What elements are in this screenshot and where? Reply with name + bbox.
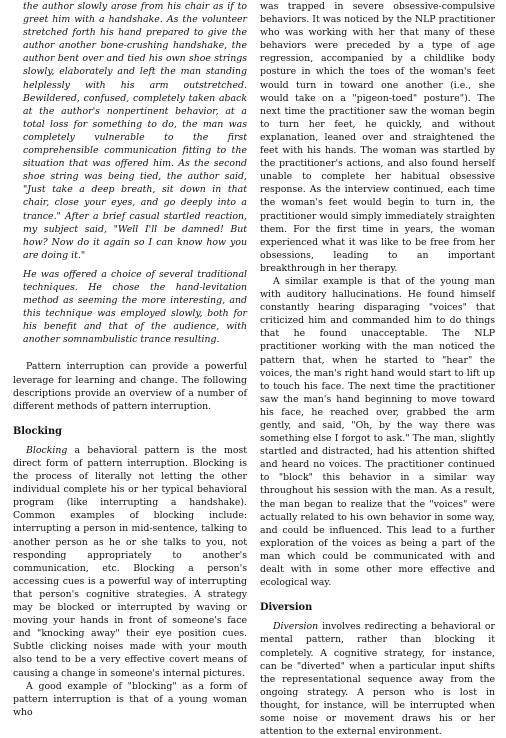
- blocking-paragraph: [13, 444, 247, 680]
- right-column: [260, 0, 495, 738]
- intro-paragraph: Pattern interruption can provide a powerful leverage for learning and change. The following descriptions provide an overview of a number of different methods of pattern interruption.: [13, 361, 247, 412]
- diversion-lead-term: Diversion: [273, 621, 319, 633]
- continued-paragraph: was trapped in severe obsessive-compulsive behaviors. It was noticed by the NLP practitioner who was working with her that many of these behaviors were preceded by a type of age regression, accompanied by a childlike body posture in which the toes of the woman's feet would turn in toward one another (i.e., she would take on a "pigeon-toed" posture"). The next time the practitioner saw the woman begin to turn her feet, he quickly, and without explanation, leaned over and straightened the feet with his hands. The woman was startled by the practitioner's actions, and also found herself unable to complete her habitual obsessive response. As the interview continued, each time the woman's feet would begin to turn in, the practitioner would simply immediately straighten them. For the first time in years, the woman experienced what it was like to be free from her obsessions, leading to an important breakthrough in her therapy.: [260, 1, 495, 274]
- quote-paragraph: the author slowly arose from his chair as if to greet him with a handshake. As the volunteer stretched forth his hand prepared to give the author another bone-crushing handshake, the author bent over and tied his own shoe strings slowly, elaborately and left the man standing helplessly with his arm outstretched. Bewildered, confused, completely taken aback at the author's nonpertinent behavior, at a total loss for something to do, the man was completely vulnerable to the first comprehensible communication fitting to the situation that was offered him. As the second shoe string was being tied, the author said, "Just take a deep breath, sit down in that chair, close your eyes, and go deeply into a trance." After a brief casual startled reaction, my subject said, "Well I'll be damned! But how? Now do it again so I can know how you are doing it.": [23, 1, 247, 261]
- quote-paragraph: He was offered a choice of several traditional techniques. He chose the hand-levitation method as seeming the more interesting, and this technique was employed slowly, both for his benefit and that of the audience, with another somnambulistic trance resulting.: [23, 268, 247, 346]
- section-heading-diversion: Diversion: [260, 602, 313, 614]
- section-heading-blocking: Blocking: [13, 425, 62, 437]
- left-column: [13, 0, 247, 719]
- blocking-paragraph-text: a behavioral pattern is the most direct form of pattern interruption. Blocking is the process of literally not letting the other individual complete his or her typical behavioral program (like interrupting a handshake). Common examples of blocking include: interrupting a person in mid-sentence, talking to another person as he or she talks to you, not responding appropriately to another's communication, etc. Blocking a person's accessing cues is a powerful way of interrupting that person's cognitive strategies. A strategy may be blocked or interrupted by waving or moving your hands in front of someone's face and "knocking away" their eye position cues. Subtle clicking noises made with your mouth also tend to be a very effective covert means of causing a change in someone's internal pictures.: [13, 444, 247, 679]
- quoted-passage: [23, 0, 247, 346]
- example-paragraph-start: A good example of "blocking" as a form of pattern interruption is that of a young woman who: [13, 680, 247, 718]
- blocking-lead-term: Blocking: [26, 444, 68, 456]
- left-body-text: [13, 360, 247, 718]
- auditory-example-paragraph: A similar example is that of the young man with auditory hallucinations. He found himself constantly hearing disparaging "voices" that criticized him and commanded him to do things that he found unacceptable. The NLP practitioner working with the man noticed the pattern that, when he started to "hear" the voices, the man's right hand would start to lift up to touch his face. The next time the practitioner saw the man's hand beginning to move toward his face, he reached over, grabbed the arm gently, and said, "Oh, by the way there was something else I forgot to ask." The man, slightly startled and distracted, had his attention shifted and heard no voices. The practitioner continued to "block" this behavior in a similar way throughout his session with the man. As a result, the man began to realize that the "voices" were actually related to his own behavior in some way, and could be influenced. This lead to a further exploration of the voices as being a part of the man which could be communicated with and dealt with in some other more effective and ecological way.: [260, 275, 495, 589]
- diversion-paragraph-text: involves redirecting a behavioral or mental pattern, rather than blocking it completely. A cognitive strategy, for instance, can be "diverted" when a particular input shifts the representational sequence away from the ongoing strategy. A person who is lost in thought, for instance, will be interrupted when some noise or movement draws his or her attention to the external environment.: [260, 621, 495, 738]
- diversion-paragraph: [260, 620, 495, 738]
